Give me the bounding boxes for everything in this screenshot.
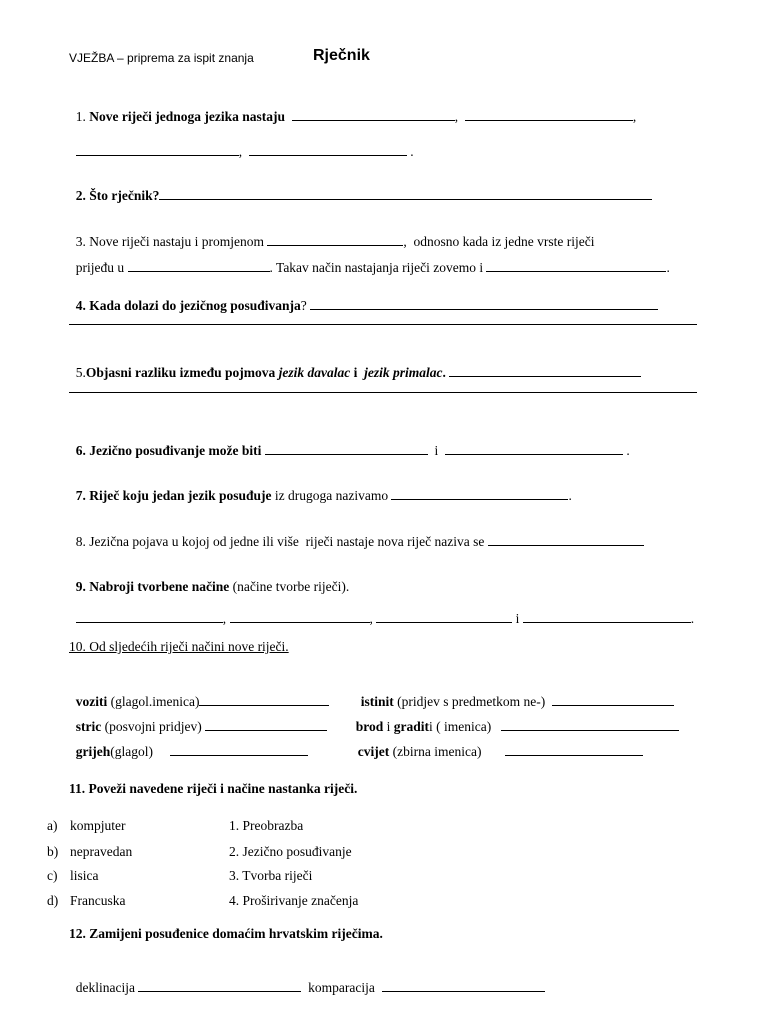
q3-line2b: Takav način nastajanja riječi zovemo i xyxy=(276,260,484,275)
q10-hint: (posvojni pridjev) xyxy=(104,719,202,734)
q11-title xyxy=(69,781,357,797)
question-2 xyxy=(69,171,652,204)
q10-row-3-right xyxy=(351,727,643,760)
q3-blank-2[interactable] xyxy=(128,259,270,272)
q3-blank-3[interactable] xyxy=(486,259,666,272)
q10-word: grijeh xyxy=(75,744,111,759)
q12-word: deklinacija xyxy=(75,980,135,995)
q1-blank-2[interactable] xyxy=(465,108,633,121)
q7-bold: 7. Riječ koju jedan jezik posuđuje xyxy=(75,488,272,503)
question-1: 1. Nove riječi jednoga jezika nastaju , , xyxy=(75,109,637,124)
q7-rest: iz drugoga nazivamo xyxy=(274,488,389,503)
q4-text: 4. Kada dolazi do jezičnog posuđivanja xyxy=(75,298,301,313)
question-3-cont: prijeđu u . Takav način nastajanja riječi zovemo i . xyxy=(75,260,670,275)
q5-blank-2[interactable] xyxy=(69,392,697,393)
q12-title-text: 12. Zamijeni posuđenice domaćim hrvatskim riječima. xyxy=(69,926,383,941)
q10-hint: (pridjev s predmetkom ne-) xyxy=(397,694,546,709)
q9-end: . xyxy=(690,611,695,626)
q2-blank[interactable] xyxy=(159,187,652,200)
q7-end: . xyxy=(568,488,572,503)
header-subtitle: VJEŽBA – priprema za ispit znanja xyxy=(69,51,254,65)
q6-and: i xyxy=(434,443,439,458)
q12-blank-1[interactable] xyxy=(138,979,301,992)
q1-blank-1[interactable] xyxy=(292,108,455,121)
q8-text: 8. Jezična pojava u kojoj od jedne ili više riječi nastaje nova riječ naziva se xyxy=(75,534,485,549)
q8-blank[interactable] xyxy=(488,533,644,546)
q1-text: Nove riječi jednoga jezika nastaju xyxy=(89,109,285,124)
q9-blank-1[interactable] xyxy=(76,610,223,623)
page-title: Rječnik xyxy=(313,47,370,64)
q6-blank-2[interactable] xyxy=(445,442,623,455)
q10-word: istinit xyxy=(360,694,394,709)
q10-blank[interactable] xyxy=(170,743,308,756)
q7-blank[interactable] xyxy=(391,487,568,500)
q9-blank-2[interactable] xyxy=(230,610,370,623)
question-9-blanks: , , i . xyxy=(69,594,694,627)
q10-hint: (glagol) xyxy=(110,744,153,759)
q11-left-word: kompjuter xyxy=(70,818,126,833)
q5-number: 5. xyxy=(75,365,86,380)
q11-left-mark: b) xyxy=(47,844,59,859)
q4-qmark: ? xyxy=(300,298,307,313)
q3-line1: 3. Nove riječi nastaju i promjenom xyxy=(75,234,264,249)
q11-left-word: nepravedan xyxy=(70,844,133,859)
q11-left-mark: c) xyxy=(47,868,58,883)
q11-right-item: 1. Preobrazba xyxy=(229,818,304,833)
q12-title xyxy=(69,926,383,942)
question-8 xyxy=(69,517,644,550)
q5-term-2: jezik primalac xyxy=(364,365,443,380)
q10-and: i xyxy=(386,719,391,734)
q10-blank[interactable] xyxy=(505,743,643,756)
q12-blank-2[interactable] xyxy=(382,979,545,992)
q5-blank-1[interactable] xyxy=(449,364,641,377)
q11-left-word: lisica xyxy=(70,868,99,883)
q11-right-item: 3. Tvorba riječi xyxy=(229,868,313,883)
question-7 xyxy=(69,471,572,504)
q10-word: cvijet xyxy=(357,744,390,759)
q1-number: 1. xyxy=(75,109,86,124)
q9-rest: (načine tvorbe riječi). xyxy=(232,579,350,594)
question-3: 3. Nove riječi nastaju i promjenom , odnosno kada iz jedne vrste riječi xyxy=(75,234,595,249)
q10-word: brod xyxy=(355,719,384,734)
q10-row-3 xyxy=(69,727,308,760)
q10-and: i xyxy=(429,719,433,734)
q11-right-item: 2. Jezično posuđivanje xyxy=(229,844,352,859)
q10-hint: (glagol.imenica) xyxy=(110,694,200,709)
q1-blank-3[interactable] xyxy=(76,143,239,156)
q2-text: 2. Što rječnik? xyxy=(75,188,160,203)
q10-hint: ( imenica) xyxy=(436,719,492,734)
q1-blank-4[interactable] xyxy=(249,143,407,156)
q10-word: voziti xyxy=(75,694,108,709)
q12-row xyxy=(69,963,545,996)
q11-left-mark: a) xyxy=(47,818,58,833)
question-4 xyxy=(69,281,658,314)
q11-title-text: 11. Poveži navedene riječi i načine nastanka riječi. xyxy=(69,781,358,796)
q10-word: stric xyxy=(75,719,102,734)
q6-text: 6. Jezično posuđivanje može biti xyxy=(75,443,262,458)
question-6 xyxy=(69,426,630,459)
q5-text: Objasni razliku između pojmova xyxy=(85,365,276,380)
q11-left-word: Francuska xyxy=(70,893,126,908)
question-5 xyxy=(69,348,641,381)
q5-term-1: jezik davalac xyxy=(278,365,351,380)
q3-line2a: prijeđu u xyxy=(75,260,125,275)
q4-blank-2[interactable] xyxy=(69,324,697,325)
q4-blank-1[interactable] xyxy=(310,297,658,310)
question-1-cont: , . xyxy=(69,127,414,160)
q9-blank-3[interactable] xyxy=(376,610,512,623)
q11-right-item: 4. Proširivanje značenja xyxy=(229,893,359,908)
q9-bold: 9. Nabroji tvorbene načine xyxy=(75,579,230,594)
q5-and: i xyxy=(353,365,358,380)
q9-and: i xyxy=(515,611,520,626)
q11-left-mark: d) xyxy=(47,893,59,908)
q5-dot: . xyxy=(442,365,446,380)
q10-title: 10. Od sljedećih riječi načini nove riječi. xyxy=(69,639,289,654)
question-9 xyxy=(69,563,349,595)
q12-word: komparacija xyxy=(308,980,375,995)
q9-blank-4[interactable] xyxy=(523,610,691,623)
q6-blank-1[interactable] xyxy=(265,442,428,455)
q6-end: . xyxy=(626,443,630,458)
q10-hint: (zbirna imenica) xyxy=(392,744,482,759)
q10-word: gradit xyxy=(393,719,430,734)
q3-line1b: odnosno kada iz jedne vrste riječi xyxy=(413,234,595,249)
